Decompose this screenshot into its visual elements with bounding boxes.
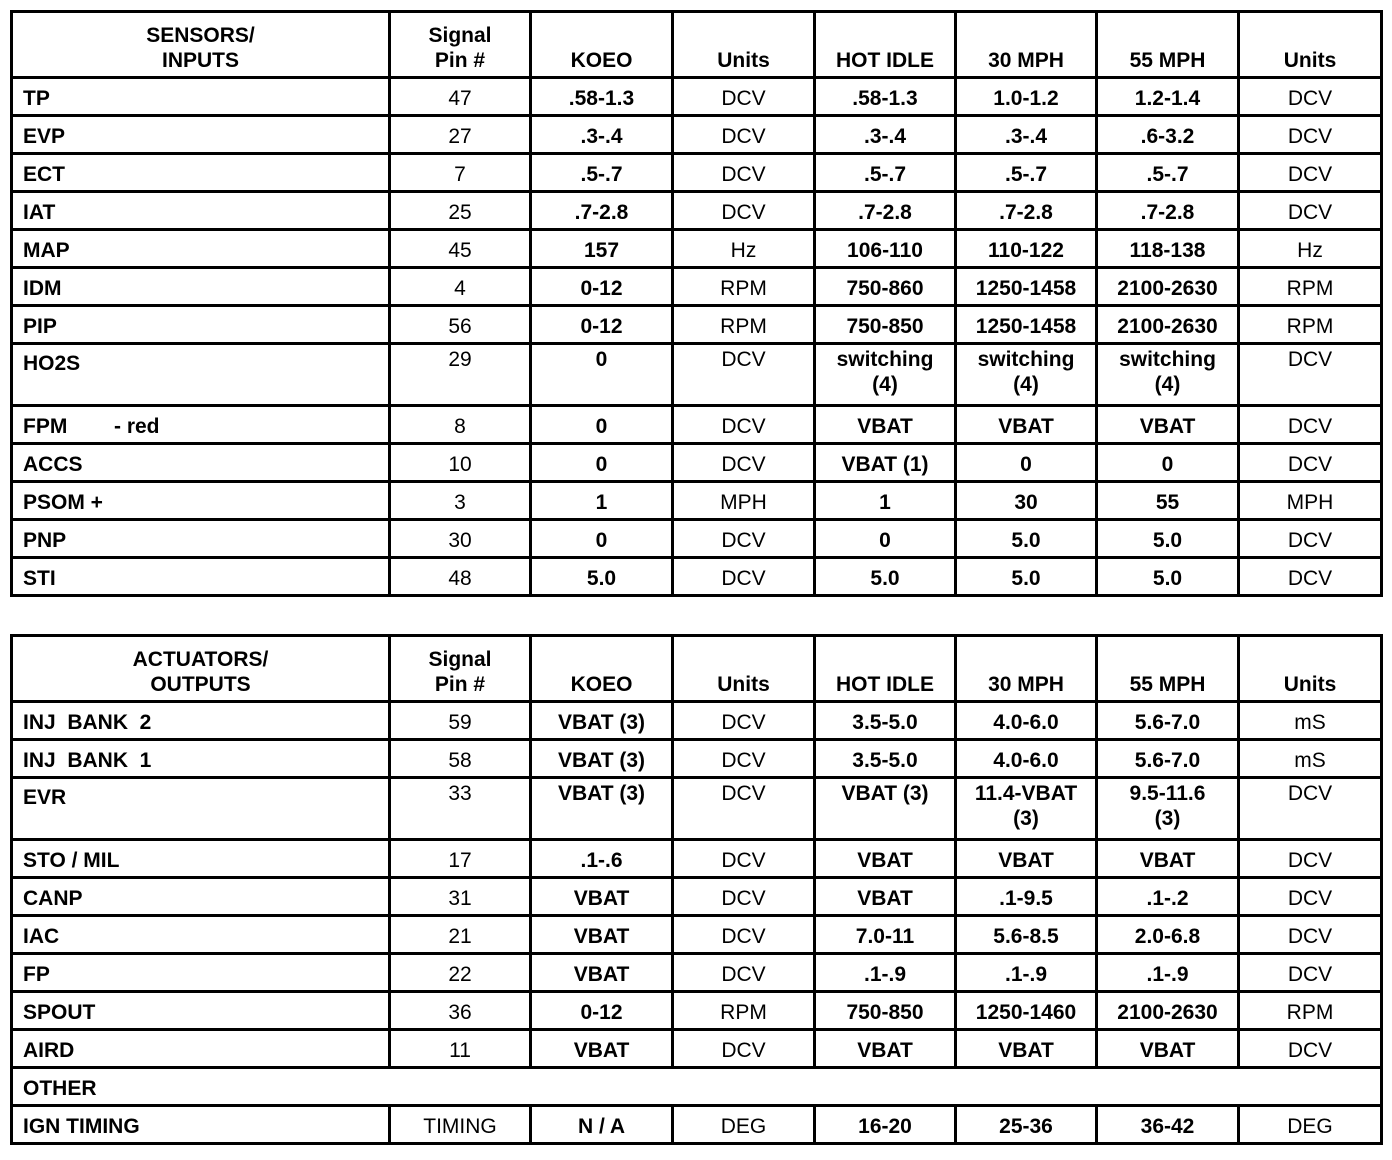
actuators-cell: INJ BANK 1 xyxy=(12,740,390,778)
actuators-cell: 5.6-8.5 xyxy=(956,916,1097,954)
actuators-cell: FP xyxy=(12,954,390,992)
sensors-cell: 1 xyxy=(531,482,673,520)
sensors-cell: 0 xyxy=(531,406,673,444)
table-row xyxy=(12,78,1382,116)
sensors-cell: 48 xyxy=(390,558,531,596)
sensors-cell: .7-2.8 xyxy=(1097,192,1239,230)
actuators-cell: SPOUT xyxy=(12,992,390,1030)
actuators-cell: INJ BANK 2 xyxy=(12,702,390,740)
header-signal-pin: Signal Pin # xyxy=(390,636,531,702)
actuators-cell: .1-9.5 xyxy=(956,878,1097,916)
sensors-cell: DCV xyxy=(673,154,815,192)
actuators-cell: DCV xyxy=(673,1030,815,1068)
actuators-cell: VBAT xyxy=(531,1030,673,1068)
sensors-cell: DCV xyxy=(673,78,815,116)
sensors-cell: 1250-1458 xyxy=(956,306,1097,344)
actuators-cell: VBAT xyxy=(815,878,956,916)
sensors-cell: 0 xyxy=(1097,444,1239,482)
sensors-cell: STI xyxy=(12,558,390,596)
sensors-header-row xyxy=(12,12,1382,78)
ign-cell-7: DEG xyxy=(1239,1106,1382,1144)
actuators-cell: mS xyxy=(1239,702,1382,740)
actuators-cell: IAC xyxy=(12,916,390,954)
sensors-cell: 750-850 xyxy=(815,306,956,344)
sensors-cell: 0 xyxy=(815,520,956,558)
sensors-cell: ACCS xyxy=(12,444,390,482)
table-row xyxy=(12,268,1382,306)
sensors-cell: RPM xyxy=(673,268,815,306)
sensors-cell: DCV xyxy=(673,520,815,558)
actuators-cell: 2100-2630 xyxy=(1097,992,1239,1030)
actuators-cell: DCV xyxy=(1239,840,1382,878)
sensors-cell: 5.0 xyxy=(531,558,673,596)
sensors-cell: .3-.4 xyxy=(531,116,673,154)
header-30-mph: 30 MPH xyxy=(956,636,1097,702)
actuators-cell: 750-850 xyxy=(815,992,956,1030)
table-row xyxy=(12,192,1382,230)
sensors-cell: RPM xyxy=(1239,306,1382,344)
other-section xyxy=(12,1068,1382,1144)
header-hot-idle: HOT IDLE xyxy=(815,12,956,78)
header-sensors-inputs: SENSORS/ INPUTS xyxy=(12,12,390,78)
sensors-cell: 750-860 xyxy=(815,268,956,306)
sensors-cell: FPM - red xyxy=(12,406,390,444)
sensors-cell: 106-110 xyxy=(815,230,956,268)
header-30-mph: 30 MPH xyxy=(956,12,1097,78)
table-row xyxy=(12,992,1382,1030)
sensors-cell: IAT xyxy=(12,192,390,230)
ign-cell-2: N / A xyxy=(531,1106,673,1144)
actuators-body xyxy=(12,702,1382,1068)
actuators-cell: .1-.9 xyxy=(815,954,956,992)
sensors-cell: 30 xyxy=(390,520,531,558)
actuators-cell: VBAT xyxy=(815,840,956,878)
actuators-cell: 36 xyxy=(390,992,531,1030)
ign-cell-4: 16-20 xyxy=(815,1106,956,1144)
actuators-cell: VBAT (3) xyxy=(531,778,673,840)
table-row xyxy=(12,116,1382,154)
sensors-cell: 29 xyxy=(390,344,531,406)
table-row xyxy=(12,230,1382,268)
table-row xyxy=(12,1030,1382,1068)
sensors-cell: DCV xyxy=(1239,444,1382,482)
actuators-cell: 7.0-11 xyxy=(815,916,956,954)
actuators-cell: 11.4-VBAT (3) xyxy=(956,778,1097,840)
sensors-cell: .5-.7 xyxy=(815,154,956,192)
actuators-cell: 3.5-5.0 xyxy=(815,740,956,778)
actuators-cell: VBAT xyxy=(1097,1030,1239,1068)
table-row xyxy=(12,702,1382,740)
sensors-cell: 0 xyxy=(956,444,1097,482)
ign-cell-5: 25-36 xyxy=(956,1106,1097,1144)
sensors-cell: PSOM + xyxy=(12,482,390,520)
table-row xyxy=(12,306,1382,344)
sensors-cell: DCV xyxy=(673,406,815,444)
sensors-cell: PIP xyxy=(12,306,390,344)
actuators-cell: VBAT xyxy=(815,1030,956,1068)
sensors-cell: .58-1.3 xyxy=(815,78,956,116)
actuators-cell: VBAT (3) xyxy=(531,702,673,740)
sensors-cell: 5.0 xyxy=(956,520,1097,558)
actuators-cell: VBAT xyxy=(1097,840,1239,878)
sensors-cell: MPH xyxy=(673,482,815,520)
sensors-inputs-table xyxy=(10,10,1383,597)
sensors-cell: MPH xyxy=(1239,482,1382,520)
sensors-cell: .3-.4 xyxy=(815,116,956,154)
sensors-cell: 7 xyxy=(390,154,531,192)
actuators-cell: RPM xyxy=(1239,992,1382,1030)
sensors-cell: DCV xyxy=(1239,192,1382,230)
sensors-cell: Hz xyxy=(673,230,815,268)
sensors-cell: 157 xyxy=(531,230,673,268)
actuators-cell: 0-12 xyxy=(531,992,673,1030)
sensors-cell: switching (4) xyxy=(815,344,956,406)
actuators-cell: VBAT xyxy=(956,840,1097,878)
actuators-cell: 4.0-6.0 xyxy=(956,702,1097,740)
sensors-cell: 5.0 xyxy=(815,558,956,596)
header-units-2: Units xyxy=(1239,12,1382,78)
table-row xyxy=(12,344,1382,406)
actuators-cell: DCV xyxy=(1239,878,1382,916)
actuators-cell: DCV xyxy=(1239,1030,1382,1068)
sensors-cell: DCV xyxy=(1239,154,1382,192)
actuators-cell: VBAT xyxy=(531,878,673,916)
sensors-cell: ECT xyxy=(12,154,390,192)
ign-cell-0: IGN TIMING xyxy=(12,1106,390,1144)
sensors-cell: switching (4) xyxy=(956,344,1097,406)
actuators-cell: 5.6-7.0 xyxy=(1097,702,1239,740)
actuators-cell: 3.5-5.0 xyxy=(815,702,956,740)
sensors-cell: 47 xyxy=(390,78,531,116)
actuators-cell: DCV xyxy=(673,840,815,878)
sensors-cell: MAP xyxy=(12,230,390,268)
sensors-cell: .6-3.2 xyxy=(1097,116,1239,154)
sensors-cell: VBAT xyxy=(956,406,1097,444)
sensors-cell: switching (4) xyxy=(1097,344,1239,406)
sensors-cell: EVP xyxy=(12,116,390,154)
sensors-cell: 56 xyxy=(390,306,531,344)
header-55-mph: 55 MPH xyxy=(1097,12,1239,78)
actuators-cell: AIRD xyxy=(12,1030,390,1068)
other-row xyxy=(12,1068,1382,1106)
header-55-mph: 55 MPH xyxy=(1097,636,1239,702)
actuators-cell: 31 xyxy=(390,878,531,916)
actuators-cell: DCV xyxy=(673,778,815,840)
table-row xyxy=(12,878,1382,916)
table-row xyxy=(12,954,1382,992)
sensors-cell: 3 xyxy=(390,482,531,520)
sensors-cell: .7-2.8 xyxy=(815,192,956,230)
sensors-cell: VBAT (1) xyxy=(815,444,956,482)
header-koeo: KOEO xyxy=(531,636,673,702)
sensors-cell: .3-.4 xyxy=(956,116,1097,154)
table-row xyxy=(12,740,1382,778)
actuators-cell: VBAT xyxy=(531,954,673,992)
actuators-cell: DCV xyxy=(673,954,815,992)
actuators-cell: 21 xyxy=(390,916,531,954)
table-row xyxy=(12,482,1382,520)
table-row xyxy=(12,154,1382,192)
actuators-cell: DCV xyxy=(673,916,815,954)
actuators-cell: EVR xyxy=(12,778,390,840)
actuators-cell: .1-.9 xyxy=(1097,954,1239,992)
sensors-cell: DCV xyxy=(673,444,815,482)
sensors-cell: IDM xyxy=(12,268,390,306)
sensors-cell: 118-138 xyxy=(1097,230,1239,268)
sensors-cell: .58-1.3 xyxy=(531,78,673,116)
other-label: OTHER xyxy=(12,1068,1382,1106)
sensors-cell: 8 xyxy=(390,406,531,444)
sensors-cell: DCV xyxy=(673,192,815,230)
sensors-cell: .5-.7 xyxy=(531,154,673,192)
sensors-cell: 0 xyxy=(531,444,673,482)
sensors-cell: DCV xyxy=(1239,116,1382,154)
actuators-cell: CANP xyxy=(12,878,390,916)
actuators-cell: 1250-1460 xyxy=(956,992,1097,1030)
actuators-cell: DCV xyxy=(1239,778,1382,840)
header-actuators-outputs: ACTUATORS/ OUTPUTS xyxy=(12,636,390,702)
actuators-cell: 59 xyxy=(390,702,531,740)
sensors-cell: DCV xyxy=(673,116,815,154)
actuators-cell: mS xyxy=(1239,740,1382,778)
header-units-2: Units xyxy=(1239,636,1382,702)
sensors-cell: VBAT xyxy=(815,406,956,444)
sensors-cell: 0-12 xyxy=(531,306,673,344)
sensors-cell: 0 xyxy=(531,520,673,558)
ign-cell-6: 36-42 xyxy=(1097,1106,1239,1144)
sensors-cell: PNP xyxy=(12,520,390,558)
actuators-cell: DCV xyxy=(673,702,815,740)
actuators-outputs-table xyxy=(10,634,1383,1145)
sensors-cell: .7-2.8 xyxy=(531,192,673,230)
actuators-cell: 4.0-6.0 xyxy=(956,740,1097,778)
actuators-cell: VBAT xyxy=(956,1030,1097,1068)
sensors-cell: DCV xyxy=(673,344,815,406)
actuators-cell: 33 xyxy=(390,778,531,840)
actuators-cell: RPM xyxy=(673,992,815,1030)
header-koeo: KOEO xyxy=(531,12,673,78)
sensors-cell: 1.0-1.2 xyxy=(956,78,1097,116)
sensors-cell: DCV xyxy=(1239,78,1382,116)
sensors-cell: .5-.7 xyxy=(956,154,1097,192)
sensors-cell: 110-122 xyxy=(956,230,1097,268)
sensors-cell: 45 xyxy=(390,230,531,268)
header-hot-idle: HOT IDLE xyxy=(815,636,956,702)
sensors-cell: 55 xyxy=(1097,482,1239,520)
actuators-cell: .1-.6 xyxy=(531,840,673,878)
ign-cell-1: TIMING xyxy=(390,1106,531,1144)
actuators-cell: DCV xyxy=(673,878,815,916)
table-row xyxy=(12,558,1382,596)
sensors-cell: 0-12 xyxy=(531,268,673,306)
sensors-body xyxy=(12,78,1382,596)
sensors-cell: DCV xyxy=(1239,520,1382,558)
sensors-cell: 5.0 xyxy=(1097,558,1239,596)
sensors-cell: 4 xyxy=(390,268,531,306)
sensors-cell: 30 xyxy=(956,482,1097,520)
actuators-cell: 9.5-11.6 (3) xyxy=(1097,778,1239,840)
actuators-header-row xyxy=(12,636,1382,702)
header-units: Units xyxy=(673,636,815,702)
actuators-cell: 22 xyxy=(390,954,531,992)
sensors-cell: HO2S xyxy=(12,344,390,406)
actuators-cell: .1-.9 xyxy=(956,954,1097,992)
ign-timing-row xyxy=(12,1106,1382,1144)
sensors-cell: 25 xyxy=(390,192,531,230)
sensors-cell: RPM xyxy=(1239,268,1382,306)
actuators-cell: STO / MIL xyxy=(12,840,390,878)
actuators-cell: VBAT (3) xyxy=(531,740,673,778)
actuators-cell: 5.6-7.0 xyxy=(1097,740,1239,778)
actuators-cell: DCV xyxy=(673,740,815,778)
sensors-cell: DCV xyxy=(1239,558,1382,596)
actuators-cell: 17 xyxy=(390,840,531,878)
table-row xyxy=(12,444,1382,482)
sensors-cell: 2100-2630 xyxy=(1097,268,1239,306)
actuators-cell: VBAT xyxy=(531,916,673,954)
table-row xyxy=(12,916,1382,954)
sensors-cell: 1250-1458 xyxy=(956,268,1097,306)
sensors-cell: .7-2.8 xyxy=(956,192,1097,230)
sensors-cell: DCV xyxy=(1239,344,1382,406)
actuators-cell: 58 xyxy=(390,740,531,778)
sensors-cell: RPM xyxy=(673,306,815,344)
sensors-cell: VBAT xyxy=(1097,406,1239,444)
sensors-cell: 5.0 xyxy=(956,558,1097,596)
sensors-cell: 0 xyxy=(531,344,673,406)
ign-cell-3: DEG xyxy=(673,1106,815,1144)
sensors-cell: 1.2-1.4 xyxy=(1097,78,1239,116)
sensors-cell: 27 xyxy=(390,116,531,154)
actuators-cell: VBAT (3) xyxy=(815,778,956,840)
sensors-cell: 10 xyxy=(390,444,531,482)
header-units: Units xyxy=(673,12,815,78)
table-row xyxy=(12,406,1382,444)
header-signal-pin: Signal Pin # xyxy=(390,12,531,78)
sensors-cell: 2100-2630 xyxy=(1097,306,1239,344)
actuators-cell: DCV xyxy=(1239,916,1382,954)
actuators-cell: DCV xyxy=(1239,954,1382,992)
sensors-cell: TP xyxy=(12,78,390,116)
sensors-cell: .5-.7 xyxy=(1097,154,1239,192)
sensors-cell: DCV xyxy=(1239,406,1382,444)
sensors-cell: 5.0 xyxy=(1097,520,1239,558)
sensors-cell: DCV xyxy=(673,558,815,596)
sensors-cell: Hz xyxy=(1239,230,1382,268)
table-row xyxy=(12,840,1382,878)
actuators-cell: 2.0-6.8 xyxy=(1097,916,1239,954)
table-row xyxy=(12,778,1382,840)
actuators-cell: 11 xyxy=(390,1030,531,1068)
sensors-cell: 1 xyxy=(815,482,956,520)
actuators-cell: .1-.2 xyxy=(1097,878,1239,916)
table-row xyxy=(12,520,1382,558)
